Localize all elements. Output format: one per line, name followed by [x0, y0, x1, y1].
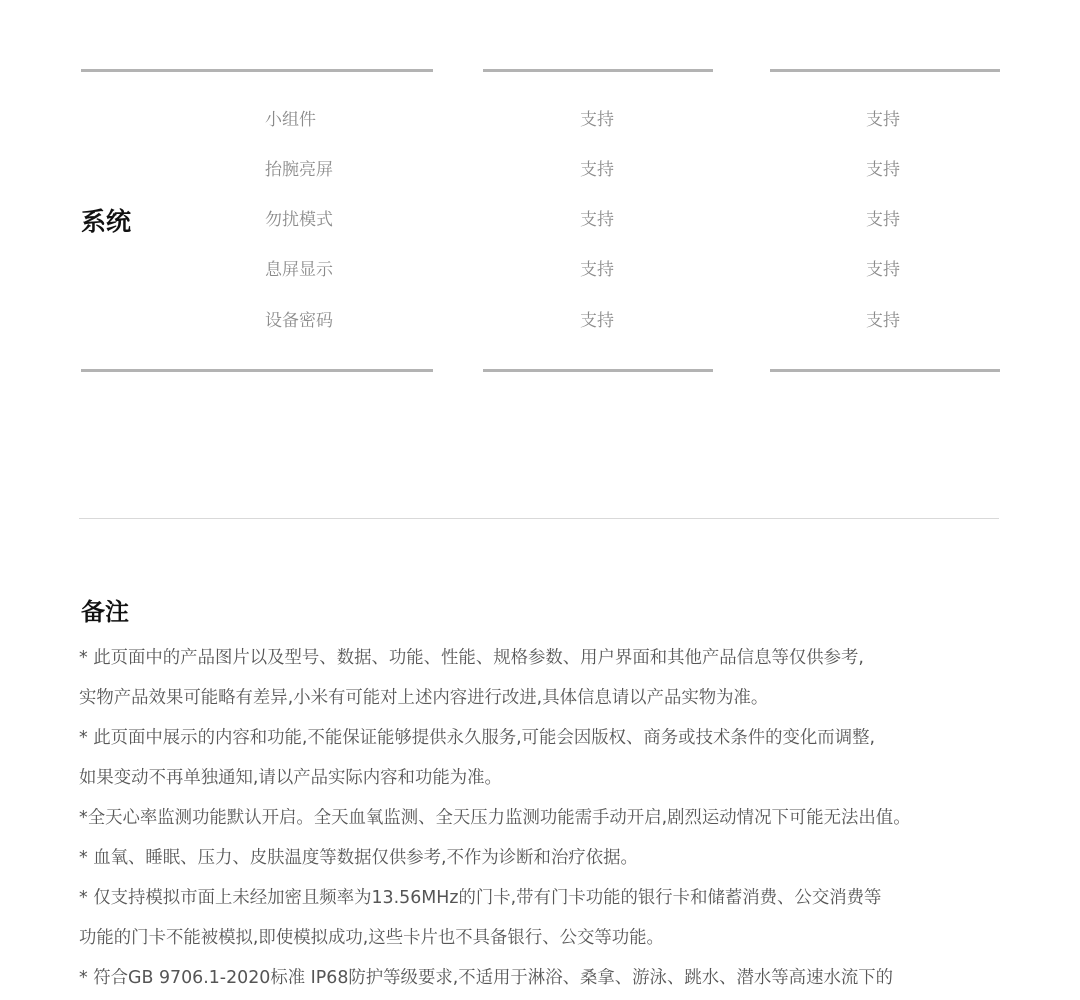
note-line: * 此页面中展示的内容和功能,不能保证能够提供永久服务,可能会因版权、商务或技术条件的变化而调整,: [79, 728, 875, 748]
feature-label: 勿扰模式: [265, 210, 333, 230]
feature-label: 息屏显示: [265, 260, 333, 280]
note-line: *全天心率监测功能默认开启。全天血氧监测、全天压力监测功能需手动开启,剧烈运动情况下可能无法出值。: [79, 808, 911, 828]
table-row: [0, 255, 1080, 285]
support-value: 支持: [580, 210, 614, 230]
section-divider: [79, 518, 999, 519]
note-line: 实物产品效果可能略有差异,小米有可能对上述内容进行改进,具体信息请以产品实物为准。: [79, 688, 769, 708]
table-row: [0, 105, 1080, 135]
notes-title: 备注: [81, 598, 129, 626]
support-value: 支持: [866, 160, 900, 180]
feature-label: 小组件: [265, 110, 316, 130]
section-title-system: 系统: [81, 207, 132, 236]
table-bottom-rule-col0: [81, 369, 433, 372]
feature-label: 设备密码: [265, 311, 333, 331]
table-row: [0, 155, 1080, 185]
table-top-rule-col2: [770, 69, 1000, 72]
note-line: * 血氧、睡眠、压力、皮肤温度等数据仅供参考,不作为诊断和治疗依据。: [79, 848, 638, 868]
note-line: * 符合GB 9706.1-2020标准 IP68防护等级要求,不适用于淋浴、桑拿、游泳、跳水、潜水等高速水流下的: [79, 968, 894, 988]
support-value: 支持: [866, 311, 900, 331]
table-top-rule-col1: [483, 69, 713, 72]
notes-body: [79, 638, 1039, 998]
support-value: 支持: [866, 110, 900, 130]
support-value: 支持: [866, 260, 900, 280]
table-top-rule-col0: [81, 69, 433, 72]
support-value: 支持: [580, 110, 614, 130]
feature-label: 抬腕亮屏: [265, 160, 333, 180]
support-value: 支持: [866, 210, 900, 230]
table-bottom-rule-col1: [483, 369, 713, 372]
table-row: [0, 205, 1080, 235]
note-line: * 仅支持模拟市面上未经加密且频率为13.56MHz的门卡,带有门卡功能的银行卡和储蓄消费、公交消费等: [79, 888, 882, 908]
table-row: [0, 306, 1080, 336]
support-value: 支持: [580, 160, 614, 180]
note-line: * 此页面中的产品图片以及型号、数据、功能、性能、规格参数、用户界面和其他产品信息等仅供参考,: [79, 648, 864, 668]
table-bottom-rule-col2: [770, 369, 1000, 372]
support-value: 支持: [580, 311, 614, 331]
support-value: 支持: [580, 260, 614, 280]
note-line: 如果变动不再单独通知,请以产品实际内容和功能为准。: [79, 768, 502, 788]
note-line: 功能的门卡不能被模拟,即使模拟成功,这些卡片也不具备银行、公交等功能。: [79, 928, 664, 948]
